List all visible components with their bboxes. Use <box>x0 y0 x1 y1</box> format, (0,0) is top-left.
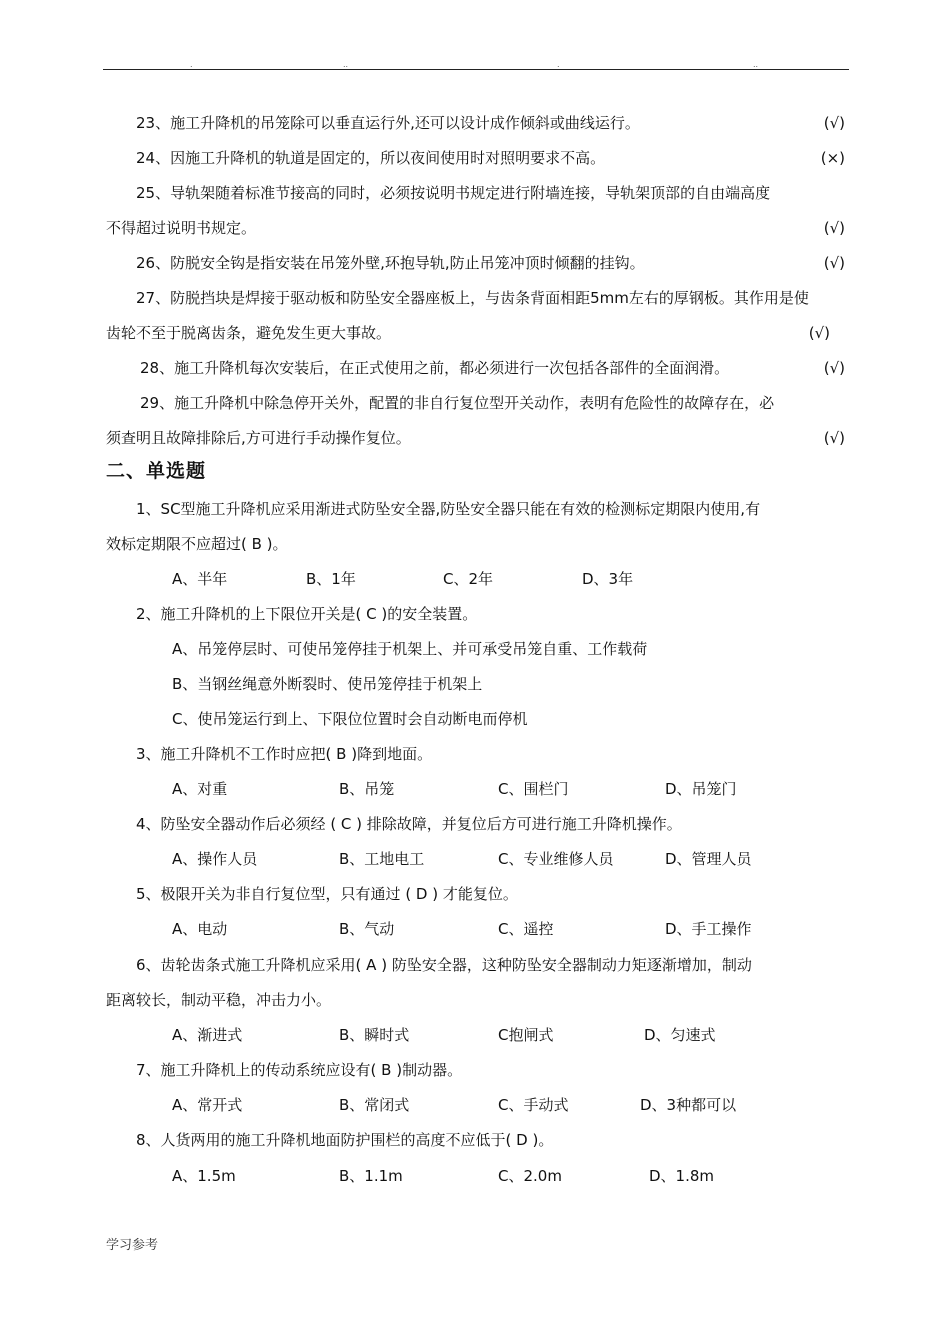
option-d: D、吊笼门 <box>665 780 737 798</box>
question-6: 6、齿轮齿条式施工升降机应采用( A ) 防坠安全器，这种防坠安全器制动力矩逐渐增加，制动 <box>136 956 752 974</box>
option-a: A、半年 <box>172 570 228 588</box>
option-b: B、吊笼 <box>339 780 395 798</box>
option-b: B、1年 <box>306 570 356 588</box>
option-c: C、遥控 <box>498 920 554 938</box>
question-5: 5、极限开关为非自行复位型，只有通过 ( D ) 才能复位。 <box>136 885 518 903</box>
judge-item-25: 25、导轨架随着标准节接高的同时，必须按说明书规定进行附墙连接，导轨架顶部的自由端高度 <box>136 184 771 202</box>
option-c: C、2.0m <box>498 1167 562 1185</box>
option-b: B、1.1m <box>339 1167 403 1185</box>
option-c: C、专业维修人员 <box>498 850 614 868</box>
judge-mark-28: (√) <box>823 359 845 377</box>
question-3: 3、施工升降机不工作时应把( B )降到地面。 <box>136 745 433 763</box>
judge-mark-23: (√) <box>823 114 845 132</box>
option-d: D、1.8m <box>649 1167 715 1185</box>
question-7: 7、施工升降机上的传动系统应设有( B )制动器。 <box>136 1061 463 1079</box>
option-c: C、使吊笼运行到上、下限位位置时会自动断电而停机 <box>172 710 528 728</box>
judge-mark-27: (√) <box>808 324 830 342</box>
question-2: 2、施工升降机的上下限位开关是( C )的安全装置。 <box>136 605 478 623</box>
option-a: A、吊笼停层时、可使吊笼停挂于机架上、并可承受吊笼自重、工作载荷 <box>172 640 648 658</box>
option-a: A、操作人员 <box>172 850 258 868</box>
option-b: B、常闭式 <box>339 1096 410 1114</box>
judge-item-28: 28、施工升降机每次安装后，在正式使用之前，都必须进行一次包括各部件的全面润滑。 <box>140 359 730 377</box>
judge-item-25-cont: 不得超过说明书规定。 <box>106 219 257 237</box>
header-dot: .. <box>753 60 759 69</box>
option-d: D、管理人员 <box>665 850 752 868</box>
judge-mark-24: (×) <box>820 149 845 167</box>
option-a: A、1.5m <box>172 1167 236 1185</box>
header-rule <box>103 69 849 70</box>
question-8: 8、人货两用的施工升降机地面防护围栏的高度不应低于( D )。 <box>136 1131 554 1149</box>
option-d: D、3种都可以 <box>640 1096 737 1114</box>
judge-item-29: 29、施工升降机中除急停开关外，配置的非自行复位型开关动作，表明有危险性的故障存在，必 <box>140 394 775 412</box>
option-b: B、气动 <box>339 920 395 938</box>
judge-mark-29: (√) <box>823 429 845 447</box>
header-dot: . <box>557 60 560 69</box>
footer-text: 学习参考 <box>106 1238 159 1253</box>
option-a: A、常开式 <box>172 1096 243 1114</box>
option-d: D、3年 <box>582 570 634 588</box>
header-dot: .. <box>343 60 349 69</box>
option-c: C、围栏门 <box>498 780 569 798</box>
judge-item-29-cont: 须查明且故障排除后,方可进行手动操作复位。 <box>106 429 411 447</box>
option-c: C抱闸式 <box>498 1026 554 1044</box>
judge-item-27: 27、防脱挡块是焊接于驱动板和防坠安全器座板上，与齿条背面相距5mm左右的厚钢板。其作用是使 <box>136 289 809 307</box>
option-d: D、匀速式 <box>644 1026 716 1044</box>
option-b: B、工地电工 <box>339 850 425 868</box>
judge-item-26: 26、防脱安全钩是指安装在吊笼外壁,环抱导轨,防止吊笼冲顶时倾翻的挂钩。 <box>136 254 645 272</box>
question-1: 1、SC型施工升降机应采用渐进式防坠安全器,防坠安全器只能在有效的检测标定期限内使用,有 <box>136 500 761 518</box>
option-a: A、电动 <box>172 920 228 938</box>
judge-item-23: 23、施工升降机的吊笼除可以垂直运行外,还可以设计成作倾斜或曲线运行。 <box>136 114 640 132</box>
option-b: B、当钢丝绳意外断裂时、使吊笼停挂于机架上 <box>172 675 483 693</box>
header-dot: . <box>190 60 193 69</box>
option-d: D、手工操作 <box>665 920 752 938</box>
judge-mark-25: (√) <box>823 219 845 237</box>
question-4: 4、防坠安全器动作后必须经 ( C ) 排除故障，并复位后方可进行施工升降机操作。 <box>136 815 682 833</box>
judge-item-24: 24、因施工升降机的轨道是固定的，所以夜间使用时对照明要求不高。 <box>136 149 606 167</box>
judge-item-27-cont: 齿轮不至于脱离齿条，避免发生更大事故。 <box>106 324 392 342</box>
option-c: C、2年 <box>443 570 494 588</box>
question-6-cont: 距离较长，制动平稳，冲击力小。 <box>106 991 332 1009</box>
option-c: C、手动式 <box>498 1096 569 1114</box>
judge-mark-26: (√) <box>823 254 845 272</box>
option-b: B、瞬时式 <box>339 1026 410 1044</box>
section-title: 二、单选题 <box>106 460 207 482</box>
option-a: A、对重 <box>172 780 228 798</box>
option-a: A、渐进式 <box>172 1026 243 1044</box>
question-1-cont: 效标定期限不应超过( B )。 <box>106 535 288 553</box>
